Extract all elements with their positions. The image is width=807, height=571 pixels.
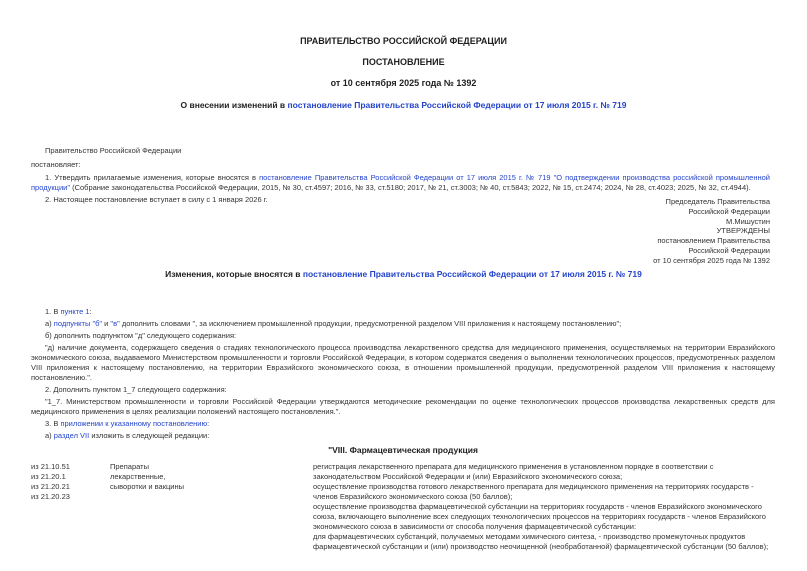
text-segment: (Собрание законодательства Российской Федерации, 2015, № 30, ст.4597; 2016, № 33, ст.5180; 2017, № 21, ст.3003; № 40, ст.5843; 2022, № 15, ст.2474; 2024, № 28, ст.4023; 2025, № 32, ст.4944). — [69, 183, 751, 192]
doc-link[interactable]: приложении к указанному постановлению — [60, 419, 208, 428]
section-title: "VIII. Фармацевтическая продукция — [328, 445, 478, 455]
signature-lines — [653, 197, 770, 226]
text-segment: Изменения, которые вносятся в — [165, 269, 303, 279]
product-code: из 21.20.21 — [31, 482, 70, 491]
approval-line: УТВЕРЖДЕНЫ — [716, 226, 770, 236]
product-code: из 21.10.51 — [31, 462, 70, 471]
authority-name: ПРАВИТЕЛЬСТВО РОССИЙСКОЙ ФЕДЕРАЦИИ — [300, 36, 507, 46]
preamble-paragraph — [31, 173, 770, 193]
product-code: из 21.20.23 — [31, 492, 70, 501]
signature-block — [653, 197, 770, 266]
product-name-column — [110, 462, 313, 552]
document-date-number: от 10 сентября 2025 года № 1392 — [330, 78, 477, 88]
text-segment: 2. Настоящее постановление вступает в силу с 1 января 2026 г. — [45, 195, 268, 204]
text-segment: Правительство Российской Федерации — [45, 146, 182, 155]
amendment-paragraph — [31, 385, 775, 395]
text-segment: "д) наличие документа, содержащего сведения о стадиях технологического процесса производства лекарственного средства для медицинского применения, осуществляемых на территории Евразийского экономического союза, выдаваемого Министерством промышленности и торговли Российской Федерации, в котором содержатся сведения о выполнении технологических процессов, предусмотренных разделом VIII приложения к настоящему постановлению, на территории Евразийского экономического союза, в отношении промышленной продукции, предусмотренной разделом VIII приложения к настоящему постановлению.". — [31, 343, 775, 382]
document-header — [0, 36, 807, 111]
text-segment: дополнить словами ", за исключением промышленной продукции, предусмотренной разделом VIII приложения к настоящему постановлению"; — [119, 319, 622, 328]
signature-line: М.Мишустин — [726, 216, 770, 226]
document-type: ПОСТАНОВЛЕНИЕ — [362, 57, 445, 67]
products-table — [31, 462, 775, 552]
amendment-paragraph — [31, 319, 775, 329]
amendment-paragraph — [31, 343, 775, 383]
doc-link[interactable]: постановление Правительства Российской Федерации от 17 июля 2015 г. № 719 "О подтверждении производства российской промышленной продукции" — [31, 173, 770, 192]
text-segment: а) — [45, 319, 54, 328]
amendments-body — [31, 307, 775, 552]
doc-link[interactable]: "в" — [110, 319, 120, 328]
text-segment: постановляет: — [31, 160, 81, 169]
product-name-line: Препараты — [110, 462, 149, 471]
product-name-line: лекарственные, — [110, 472, 166, 481]
text-segment: 3. В — [45, 419, 61, 428]
amendments-title — [0, 269, 807, 280]
doc-link[interactable]: постановление Правительства Российской Федерации от 17 июля 2015 г. № 719 — [287, 100, 627, 110]
text-segment: : — [89, 307, 92, 316]
approval-line: постановлением Правительства — [657, 236, 770, 246]
amendment-paragraph — [31, 431, 775, 441]
amendment-paragraph — [31, 307, 775, 317]
doc-link[interactable]: подпункты "б" — [53, 319, 103, 328]
approval-lines — [653, 226, 770, 265]
requirement-paragraph: для фармацевтических субстанций, получаемых методами химического синтеза, - производство промежуточных продуктов фармацевтической субстанции и (или) производство неочищенной (необработанной) фармацевтической субстанции (50 баллов); — [313, 532, 769, 551]
requirement-paragraph: осуществление производства фармацевтической субстанции на территориях государств - членов Евразийского экономического союза, включающего выполнение всех следующих технологических процессов на территориях государств - членов Евразийского экономического союза в зависимости от способа получения фармацевтической субстанции: — [313, 502, 766, 531]
product-code: из 21.20.1 — [31, 472, 66, 481]
document-subject — [0, 100, 807, 111]
signature-line: Председатель Правительства — [665, 197, 770, 206]
text-segment: "1_7. Министерством промышленности и торговли Российской Федерации утверждаются методические рекомендации по оценке технологических процессов производства лекарственных средств для медицинского применения в целях реализации положений настоящего постановления.". — [31, 397, 775, 416]
preamble-paragraph — [31, 160, 770, 170]
doc-link[interactable]: раздел VII — [53, 431, 90, 440]
product-requirements-column — [313, 462, 775, 552]
amendment-paragraph — [31, 419, 775, 429]
text-segment: и — [102, 319, 111, 328]
requirement-paragraph: осуществление производства готового лекарственного препарата для медицинского применения на территориях государств - членов Евразийского экономического союза (50 баллов); — [313, 482, 754, 501]
doc-link[interactable]: пункте 1 — [60, 307, 90, 316]
text-segment: 1. В — [45, 307, 61, 316]
text-segment: а) — [45, 431, 54, 440]
text-segment: 2. Дополнить пунктом 1_7 следующего содержания: — [45, 385, 227, 394]
product-codes-column — [31, 462, 110, 552]
amendment-paragraph — [31, 397, 775, 417]
text-segment: б) дополнить подпунктом "д" следующего содержания: — [45, 331, 237, 340]
text-segment: О внесении изменений в — [180, 100, 288, 110]
amendment-paragraph — [31, 331, 775, 341]
preamble-paragraph — [31, 146, 770, 156]
signature-line: Российской Федерации — [688, 206, 770, 216]
requirement-paragraph: регистрация лекарственного препарата для медицинского применения в установленном порядке в соответствии с законодательством Российской Федерации и (или) Евразийского экономического союза; — [313, 462, 714, 481]
approval-line: Российской Федерации — [688, 245, 770, 255]
text-segment: изложить в следующей редакции: — [89, 431, 210, 440]
text-segment: 1. Утвердить прилагаемые изменения, которые вносятся в — [45, 173, 260, 182]
text-segment: : — [207, 419, 210, 428]
approval-line: от 10 сентября 2025 года № 1392 — [653, 255, 770, 265]
product-name-line: сыворотки и вакцины — [110, 482, 185, 491]
doc-link[interactable]: постановление Правительства Российской Федерации от 17 июля 2015 г. № 719 — [302, 269, 642, 279]
